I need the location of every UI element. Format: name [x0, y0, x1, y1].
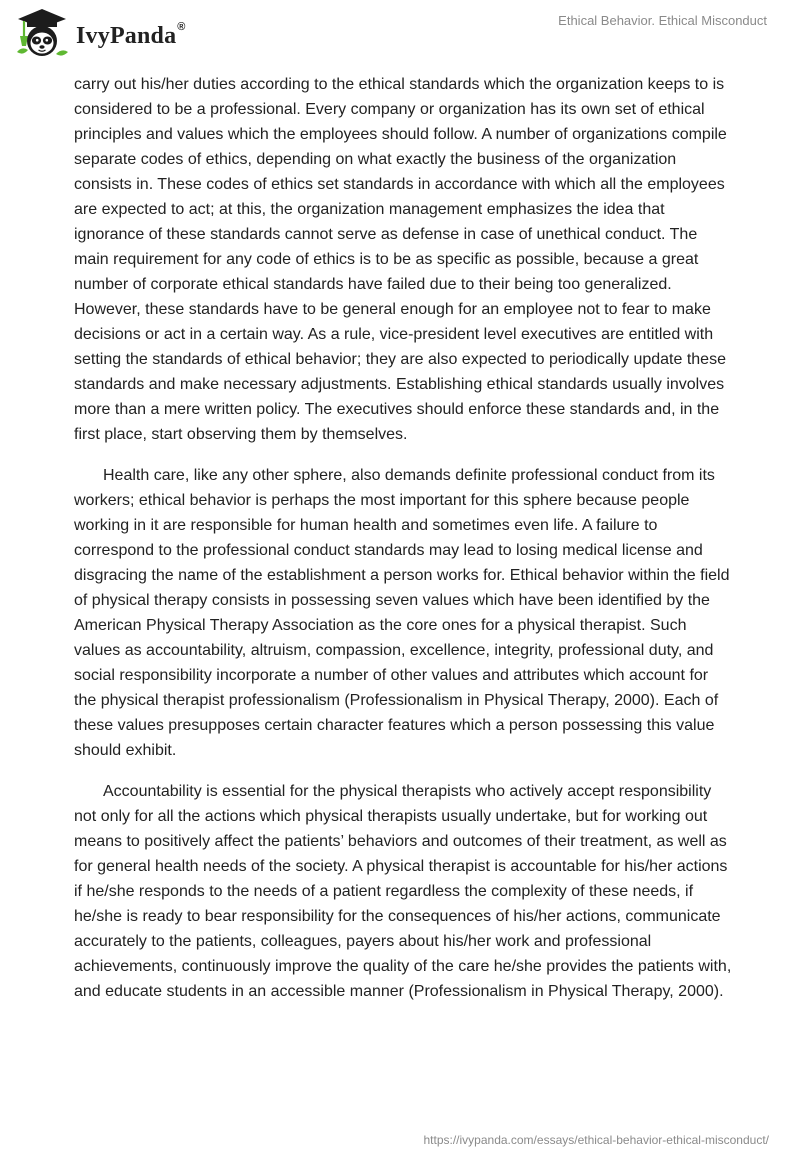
paragraph-1: carry out his/her duties according to the ethical standards which the organization keeps to is considered to be a professional. Every company or organization has its own set of ethical principles and values which the employees should follow. A number of organizations compile separate codes of ethics, depending on what exactly the business of the organization consists in. These codes of ethics set standards in accordance with which all the employees are expected to act; at this, the organization management emphasizes the idea that ignorance of these standards cannot serve as defense in case of unethical conduct. The main requirement for any code of ethics is to be as specific as possible, because a great number of corporate ethical standards have failed due to their being too generalized. However, these standards have to be general enough for an employee not to fear to make decisions or act in a certain way. As a rule, vice-president level executives are entitled with setting the standards of ethical behavior; they are also expected to periodically update these standards and make necessary adjustments. Establishing ethical standards usually involves more than a mere written policy. The executives should enforce these standards and, in the first place, start observing them by themselves.: [74, 76, 727, 443]
paragraph-2: Health care, like any other sphere, also demands definite professional conduct from its workers; ethical behavior is perhaps the most important for this sphere because people working in it are responsible for human health and sometimes even life. A failure to correspond to the professional conduct standards may lead to losing medical license and disgracing the name of the establishment a person works for. Ethical behavior within the field of physical therapy consists in possessing seven values which have been identified by the American Physical Therapy Association as the core ones for a physical therapist. Such values as accountability, altruism, compassion, excellence, integrity, professional duty, and social responsibility incorporate a number of other values and attributes which account for the physical therapist professionalism (Professionalism in Physical Therapy, 2000). Each of these values presupposes certain character features which a person possessing this value should exhibit.: [74, 467, 730, 759]
panda-graduate-icon: [14, 6, 70, 62]
page-header: [0, 0, 800, 70]
essay-body: [74, 72, 734, 1020]
brand-logo[interactable]: [14, 6, 186, 62]
document-title: Ethical Behavior. Ethical Misconduct: [558, 13, 767, 28]
paragraph-3: Accountability is essential for the physical therapists who actively accept responsibility not only for all the actions which physical therapists usually undertake, but for working out means to positively affect the patients’ behaviors and outcomes of their treatment, as well as for general health needs of the society. A physical therapist is accountable for his/her actions if he/she responds to the needs of a patient regardless the complexity of these needs, if he/she is ready to bear responsibility for the consequences of his/her actions, communicate accurately to the patients, colleagues, payers about his/her work and professional achievements, continuously improve the quality of the care he/she provides the patients with, and educate students in an accessible manner (Professionalism in Physical Therapy, 2000).: [74, 783, 732, 1000]
registered-mark: ®: [177, 20, 186, 33]
footer-source-url[interactable]: https://ivypanda.com/essays/ethical-behavior-ethical-misconduct/: [423, 1133, 769, 1147]
brand-name: IvyPanda®: [76, 20, 186, 49]
